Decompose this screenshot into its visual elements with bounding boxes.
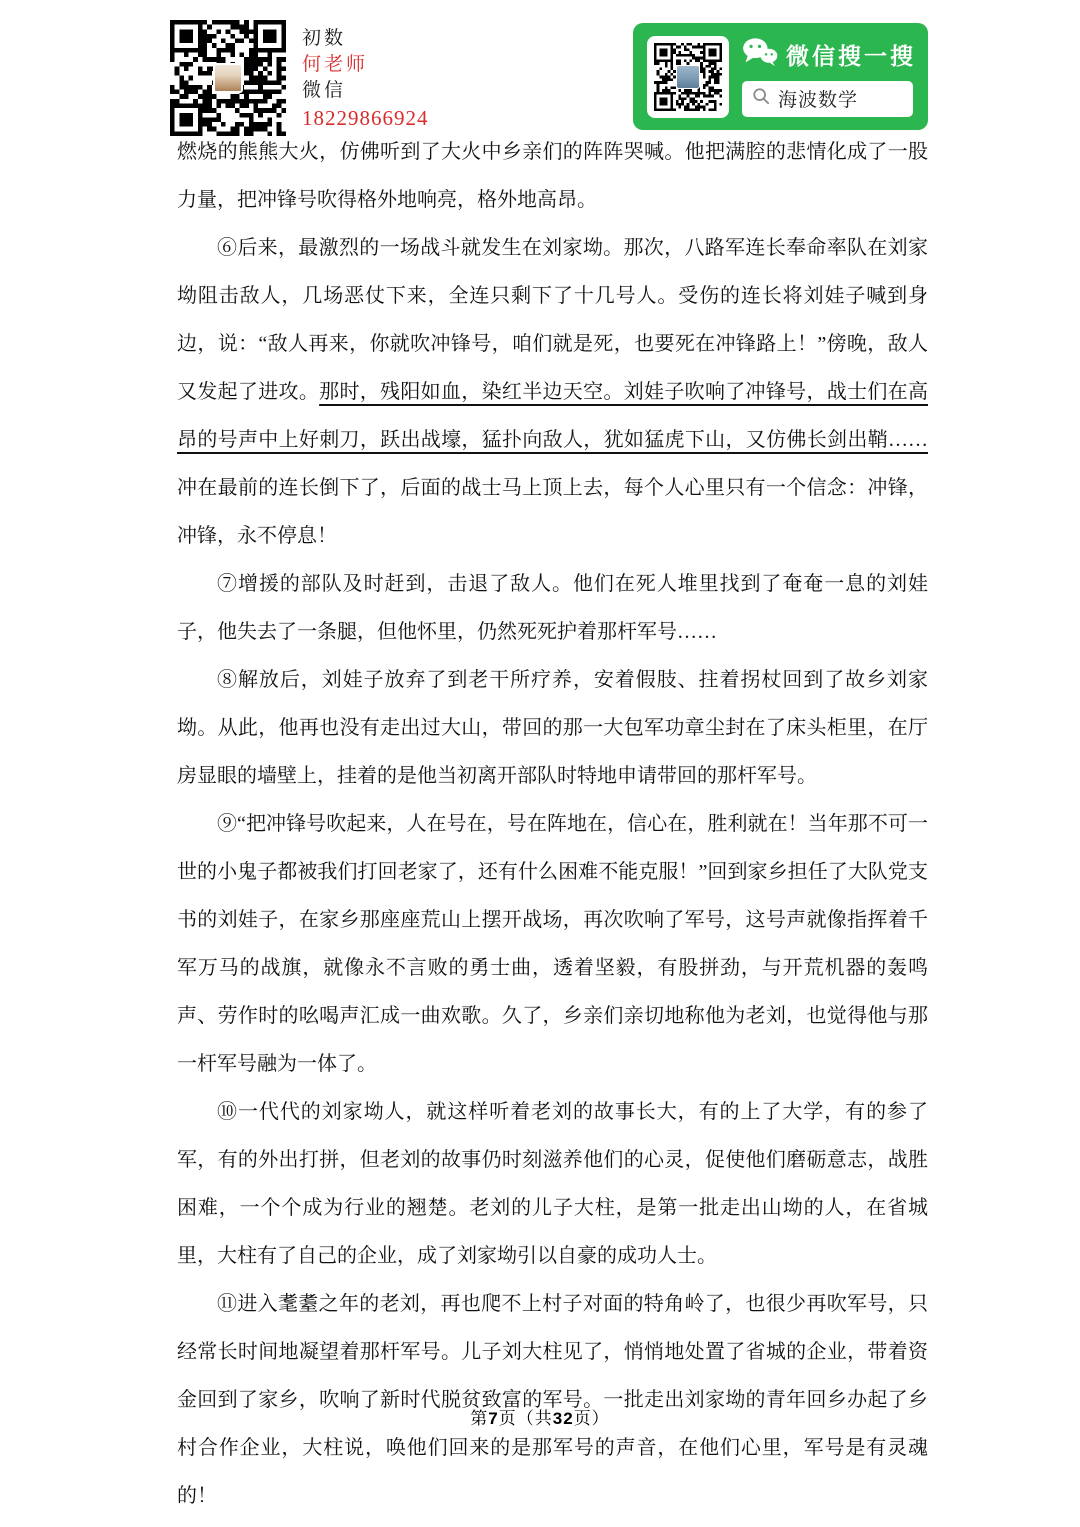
footer-text: 第	[470, 1409, 489, 1428]
contact-info	[302, 20, 429, 136]
paragraph-text: ⑨“把冲锋号吹起来，人在号在，号在阵地在，信心在，胜利就在！当年那不可一世的小鬼子都被我们打回老家了，还有什么困难不能克服！”回到家乡担任了大队党支书的刘娃子，在家乡那座座荒山上摆开战场，再次吹响了军号，这号声就像指挥着千军万马的战旗，就像永不言败的勇士曲，透着坚毅，有股拼劲，与开荒机器的轰鸣声、劳作时的吆喝声汇成一曲欢歌。久了，乡亲们亲切地称他为老刘，也觉得他与那一杆军号融为一体了。	[177, 813, 928, 1075]
footer-text: 页）	[573, 1409, 610, 1428]
total-pages: 32	[552, 1409, 574, 1428]
subject-label: 初数	[302, 28, 347, 49]
paragraph-8	[177, 656, 928, 800]
wechat-search-banner	[633, 23, 928, 130]
paragraph-text: ⑩一代代的刘家坳人，就这样听着老刘的故事长大，有的上了大学，有的参了军，有的外出打拼，但老刘的故事仍时刻滋养他们的心灵，促使他们磨砺意志，战胜困难，一个个成为行业的翘楚。老刘的儿子大柱，是第一批走出山坳的人，在省城里，大柱有了自己的企业，成了刘家坳引以自豪的成功人士。	[177, 1101, 928, 1267]
banner-qr-code	[647, 36, 729, 118]
banner-title-row	[742, 37, 916, 72]
banner-right	[742, 37, 916, 117]
paragraph-7	[177, 560, 928, 656]
paragraph-text: 冲在最前的连长倒下了，后面的战士马上顶上去，每个人心里只有一个信念：冲锋，冲锋，永不停息！	[177, 477, 928, 547]
phone-number: 18229866924	[302, 106, 429, 130]
article-body	[177, 128, 928, 1520]
paragraph-10	[177, 1088, 928, 1280]
banner-title: 微信搜一搜	[786, 42, 916, 69]
search-query: 海波数学	[778, 90, 859, 111]
search-icon	[752, 87, 770, 110]
paragraph-9	[177, 800, 928, 1088]
search-box	[742, 81, 913, 117]
paragraph-text: ⑧解放后，刘娃子放弃了到老干所疗养，安着假肢、拄着拐杖回到了故乡刘家坳。从此，他再也没有走出过大山，带回的那一大包军功章尘封在了床头柜里，在厅房显眼的墙壁上，挂着的是他当初离开部队时特地申请带回的那杆军号。	[177, 669, 928, 787]
paragraph-text: ⑪进入耄耋之年的老刘，再也爬不上村子对面的特角岭了，也很少再吹军号，只经常长时间地凝望着那杆军号。儿子刘大柱见了，悄悄地处置了省城的企业，带着资金回到了家乡，吹响了新时代脱贫致富的军号。一批走出刘家坳的青年回乡办起了乡村合作企业，大柱说，唤他们回来的是那军号的声音，在他们心里，军号是有灵魂的！	[177, 1293, 928, 1507]
wechat-logo-icon	[742, 37, 778, 72]
teacher-name: 何老师	[302, 54, 369, 75]
page-footer	[0, 1404, 1080, 1429]
banner-qr-avatar	[676, 65, 700, 89]
paragraph-6	[177, 224, 928, 560]
contact-qr-code	[170, 20, 286, 136]
paragraph-text: 燃烧的熊熊大火，仿佛听到了大火中乡亲们的阵阵哭喊。他把满腔的悲情化成了一股力量，把冲锋号吹得格外地响亮，格外地高昂。	[177, 141, 928, 211]
paragraph-text: ⑦增援的部队及时赶到，击退了敌人。他们在死人堆里找到了奄奄一息的刘娃子，他失去了一条腿，但他怀里，仍然死死护着那杆军号……	[177, 573, 928, 643]
contact-avatar	[213, 63, 243, 93]
footer-text: 页（共	[498, 1409, 553, 1428]
wechat-label: 微信	[302, 80, 347, 101]
paragraph-11	[177, 1280, 928, 1520]
paragraph-text: ⑥后来，最激烈的一场战斗就发生在刘家坳。那次，八路军连长奉命率队在刘家坳阻击敌人，几场恶仗下来，全连只剩下了十几号人。受伤的连长将刘娃子喊到身边，说：“敌人再来，你就吹冲锋号，咱们就是死，也要死在冲锋路上！”傍晚，敌人又发起了进攻。	[177, 237, 928, 403]
underlined-sentence: 那时，残阳如血，染红半边天空。刘娃子吹响了冲锋号，战士们在高昂的号声中上好刺刀，跃出战壕，猛扑向敌人，犹如猛虎下山，又仿佛长剑出鞘……	[177, 381, 929, 451]
page-number: 7	[488, 1409, 499, 1428]
contact-header	[170, 20, 429, 136]
paragraph-continuation	[177, 128, 928, 224]
